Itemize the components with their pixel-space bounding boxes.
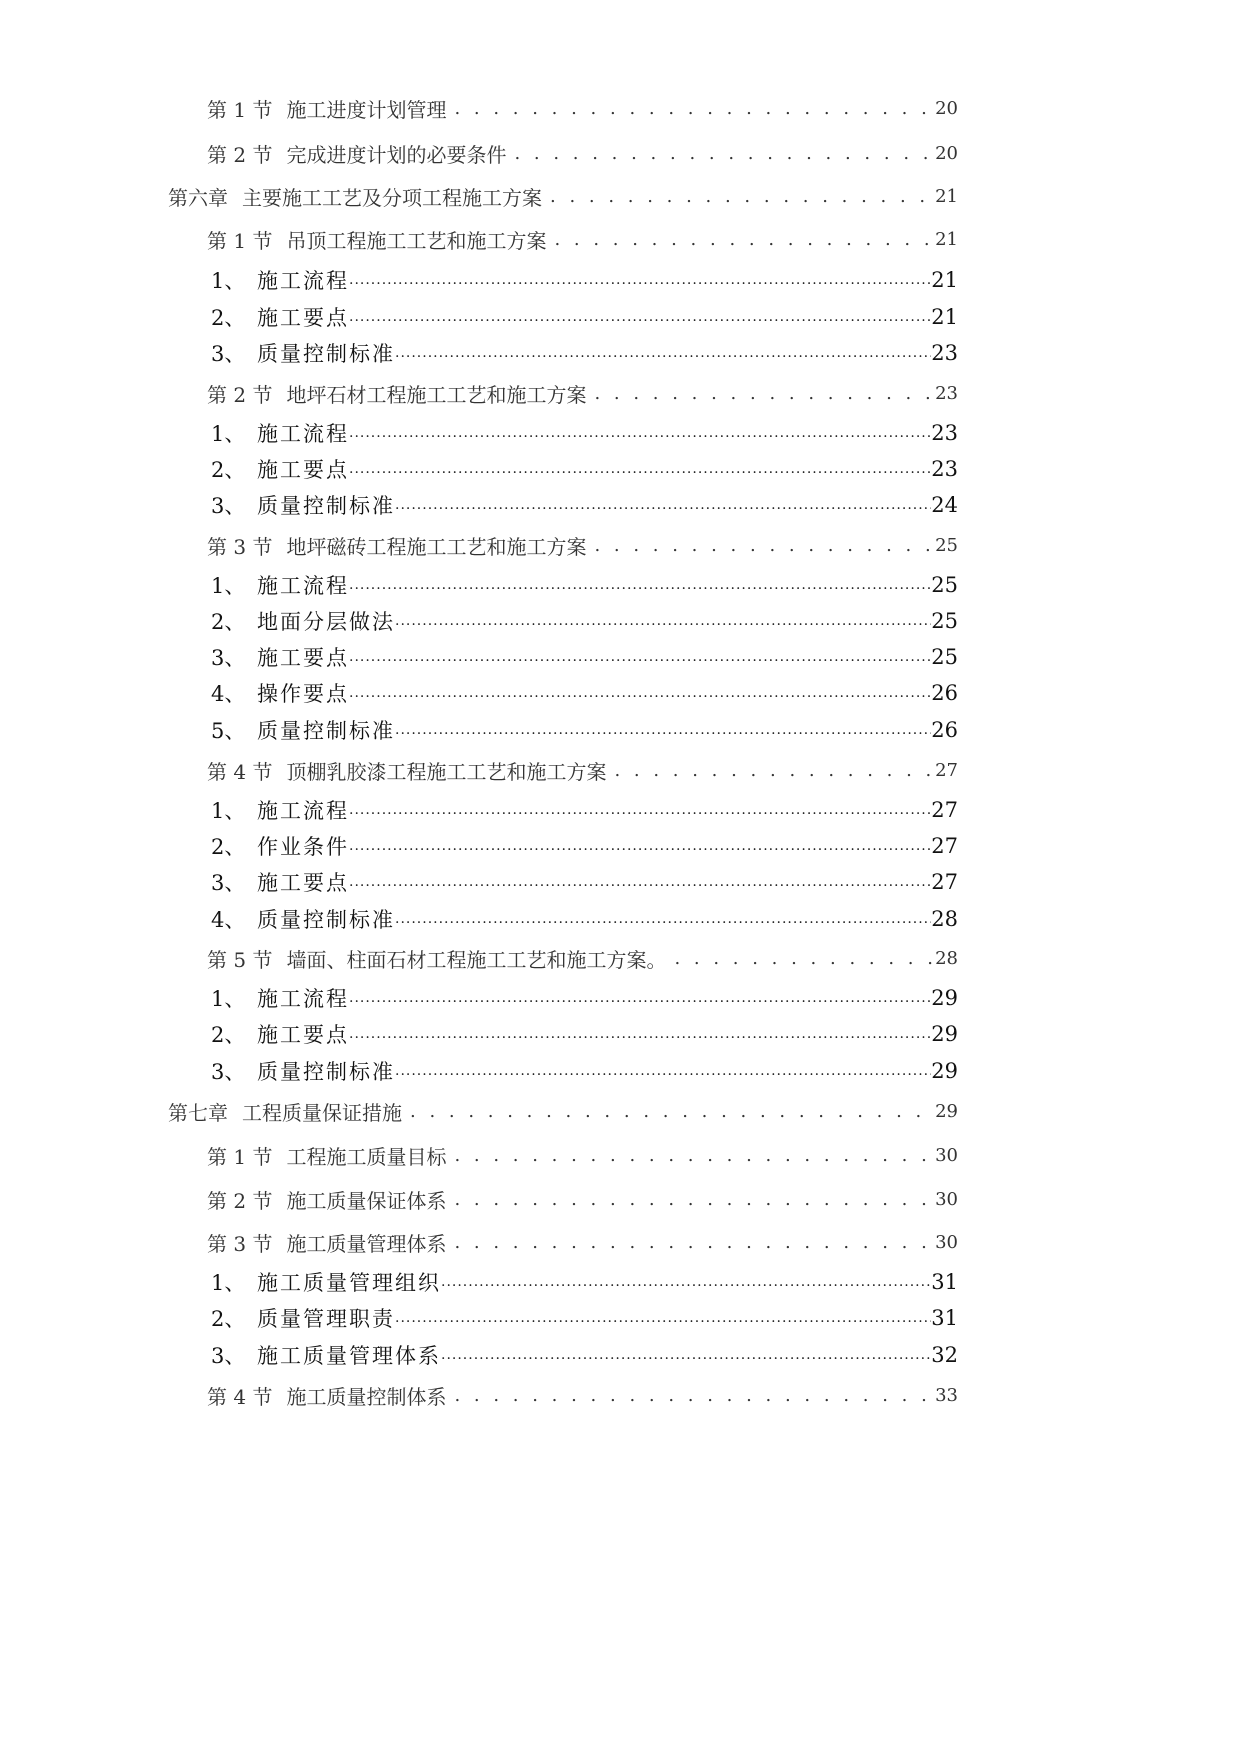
toc-subitem[interactable] <box>211 1300 958 1336</box>
toc-entry-heading <box>207 756 606 785</box>
toc-dot-leader <box>441 1274 931 1290</box>
toc-section[interactable] <box>207 1224 958 1260</box>
toc-section-number: 第 4 节 <box>207 1384 273 1409</box>
toc-section[interactable] <box>207 1181 958 1217</box>
toc-section[interactable] <box>207 940 958 976</box>
toc-page-number: 27 <box>931 870 958 894</box>
toc-dot-leader <box>446 1385 935 1406</box>
toc-entry-heading <box>211 904 395 934</box>
toc-chapter-title: 主要施工工艺及分项工程施工方案 <box>242 185 542 210</box>
toc-item-title: 施工流程 <box>257 422 349 446</box>
toc-page-number: 23 <box>931 341 958 365</box>
toc-item-title: 地面分层做法 <box>257 610 395 634</box>
toc-dot-leader <box>402 1101 935 1122</box>
toc-subitem[interactable] <box>211 1264 958 1300</box>
toc-item-index: 5、 <box>211 719 246 743</box>
toc-page-number: 26 <box>931 681 958 705</box>
toc-section-title: 地坪磁砖工程施工工艺和施工方案 <box>286 534 587 559</box>
toc-chapter-number: 第七章 <box>168 1100 228 1125</box>
toc-page-number: 20 <box>935 142 958 164</box>
toc-section-title: 地坪石材工程施工工艺和施工方案 <box>286 382 587 407</box>
toc-item-title: 施工要点 <box>257 1023 349 1047</box>
toc-page-number: 23 <box>931 457 958 481</box>
toc-entry-heading <box>207 1141 446 1170</box>
toc-subitem[interactable] <box>211 980 958 1016</box>
toc-page-number: 29 <box>931 986 958 1010</box>
toc-item-title: 施工要点 <box>257 306 349 330</box>
toc-subitem[interactable] <box>211 487 958 523</box>
toc-page-number: 31 <box>931 1306 958 1330</box>
toc-dot-leader <box>349 874 931 890</box>
toc-page-number: 27 <box>931 798 958 822</box>
toc-page-number: 25 <box>935 534 958 556</box>
toc-page-number: 21 <box>931 305 958 329</box>
toc-dot-leader <box>441 1347 931 1363</box>
toc-dot-leader <box>349 990 931 1006</box>
toc-section-number: 第 1 节 <box>207 228 273 253</box>
toc-item-title: 操作要点 <box>257 682 349 706</box>
toc-page-number: 29 <box>935 1100 958 1122</box>
toc-entry-heading <box>211 678 349 708</box>
toc-subitem[interactable] <box>211 1016 958 1052</box>
toc-chapter[interactable] <box>168 178 958 214</box>
toc-item-index: 1、 <box>211 987 246 1011</box>
toc-entry-heading <box>207 225 546 254</box>
toc-section-number: 第 2 节 <box>207 382 273 407</box>
toc-item-index: 2、 <box>211 610 246 634</box>
toc-dot-leader <box>395 497 931 513</box>
toc-entry-heading <box>211 454 349 484</box>
toc-item-index: 2、 <box>211 306 246 330</box>
toc-chapter-title: 工程质量保证措施 <box>242 1100 402 1125</box>
toc-entry-heading <box>211 642 349 672</box>
toc-item-title: 施工要点 <box>257 871 349 895</box>
toc-item-index: 3、 <box>211 646 246 670</box>
toc-entry-heading <box>211 1267 441 1297</box>
toc-entry-heading <box>211 795 349 825</box>
toc-subitem[interactable] <box>211 262 958 298</box>
toc-entry-heading <box>211 1303 395 1333</box>
toc-dot-leader <box>546 229 935 250</box>
toc-subitem[interactable] <box>211 675 958 711</box>
toc-subitem[interactable] <box>211 864 958 900</box>
toc-page-number: 28 <box>935 947 958 969</box>
toc-subitem[interactable] <box>211 299 958 335</box>
toc-subitem[interactable] <box>211 828 958 864</box>
toc-page-number: 20 <box>935 97 958 119</box>
toc-dot-leader <box>349 309 931 325</box>
toc-section[interactable] <box>207 752 958 788</box>
toc-section[interactable] <box>207 90 958 126</box>
toc-item-index: 2、 <box>211 1307 246 1331</box>
toc-dot-leader <box>349 577 931 593</box>
toc-item-title: 施工质量管理组织 <box>257 1271 441 1295</box>
toc-section-title: 顶棚乳胶漆工程施工工艺和施工方案 <box>286 759 607 784</box>
toc-dot-leader <box>542 186 935 207</box>
toc-page-number: 30 <box>935 1231 958 1253</box>
toc-dot-leader <box>349 838 931 854</box>
toc-section[interactable] <box>207 527 958 563</box>
toc-section[interactable] <box>207 1137 958 1173</box>
toc-entry-heading <box>207 94 446 123</box>
toc-dot-leader <box>666 948 935 969</box>
toc-section-number: 第 1 节 <box>207 1144 273 1169</box>
toc-item-index: 3、 <box>211 871 246 895</box>
toc-dot-leader <box>349 649 931 665</box>
toc-entry-heading <box>168 1097 402 1126</box>
toc-item-index: 1、 <box>211 574 246 598</box>
toc-dot-leader <box>395 1310 931 1326</box>
toc-section[interactable] <box>207 1377 958 1413</box>
toc-entry-heading <box>211 265 349 295</box>
toc-item-index: 1、 <box>211 1271 246 1295</box>
toc-entry-heading <box>211 715 395 745</box>
toc-item-index: 2、 <box>211 458 246 482</box>
toc-entry-heading <box>207 1381 446 1410</box>
toc-dot-leader <box>446 1189 935 1210</box>
toc-item-title: 质量控制标准 <box>257 719 395 743</box>
toc-item-title: 施工要点 <box>257 646 349 670</box>
toc-subitem[interactable] <box>211 603 958 639</box>
toc-subitem[interactable] <box>211 1053 958 1089</box>
toc-entry-heading <box>211 983 349 1013</box>
toc-dot-leader <box>395 613 931 629</box>
toc-subitem[interactable] <box>211 792 958 828</box>
toc-page-number: 23 <box>935 382 958 404</box>
toc-section-number: 第 5 节 <box>207 947 273 972</box>
toc-page-number: 29 <box>931 1059 958 1083</box>
toc-item-index: 2、 <box>211 1023 246 1047</box>
toc-item-index: 1、 <box>211 422 246 446</box>
toc-section-title: 工程施工质量目标 <box>286 1144 447 1169</box>
toc-section-title: 完成进度计划的必要条件 <box>286 142 507 167</box>
toc-page-number: 25 <box>931 645 958 669</box>
toc-item-title: 质量控制标准 <box>257 908 395 932</box>
toc-page-number: 30 <box>935 1188 958 1210</box>
toc-entry-heading <box>207 1228 446 1257</box>
toc-subitem[interactable] <box>211 639 958 675</box>
toc-page-number: 21 <box>931 268 958 292</box>
toc-page-number: 21 <box>935 228 958 250</box>
toc-page-number: 26 <box>931 718 958 742</box>
toc-item-title: 施工流程 <box>257 269 349 293</box>
toc-entry-heading <box>207 379 586 408</box>
toc-entry-heading <box>211 338 395 368</box>
toc-page-number: 27 <box>935 759 958 781</box>
toc-subitem[interactable] <box>211 451 958 487</box>
toc-dot-leader <box>586 383 935 404</box>
toc-dot-leader <box>446 1145 935 1166</box>
toc-entry-heading <box>207 139 506 168</box>
toc-section[interactable] <box>207 375 958 411</box>
toc-page-number: 27 <box>931 834 958 858</box>
toc-entry-heading <box>211 418 349 448</box>
toc-page-number: 23 <box>931 421 958 445</box>
toc-page-number: 29 <box>931 1022 958 1046</box>
toc-dot-leader <box>395 911 931 927</box>
toc-item-title: 施工流程 <box>257 799 349 823</box>
toc-item-index: 1、 <box>211 799 246 823</box>
toc-item-title: 施工质量管理体系 <box>257 1344 441 1368</box>
toc-section-title: 施工质量管理体系 <box>286 1231 447 1256</box>
toc-chapter-number: 第六章 <box>168 185 228 210</box>
toc-page-number: 32 <box>931 1343 958 1367</box>
toc-section-number: 第 1 节 <box>207 97 273 122</box>
toc-page-number: 24 <box>931 493 958 517</box>
toc-dot-leader <box>395 722 931 738</box>
toc-page-number: 31 <box>931 1270 958 1294</box>
toc-item-title: 质量控制标准 <box>257 1060 395 1084</box>
toc-entry-heading <box>207 531 586 560</box>
toc-dot-leader <box>349 802 931 818</box>
toc-entry-heading <box>211 831 349 861</box>
toc-subitem[interactable] <box>211 335 958 371</box>
toc-page-number: 25 <box>931 609 958 633</box>
toc-item-index: 3、 <box>211 1344 246 1368</box>
toc-dot-leader <box>395 1063 931 1079</box>
toc-dot-leader <box>349 425 931 441</box>
toc-item-index: 1、 <box>211 269 246 293</box>
toc-entry-heading <box>207 944 666 973</box>
toc-section-number: 第 4 节 <box>207 759 273 784</box>
toc-entry-heading <box>168 182 542 211</box>
toc-entry-heading <box>211 570 349 600</box>
toc-item-index: 2、 <box>211 835 246 859</box>
toc-entry-heading <box>211 1019 349 1049</box>
toc-entry-heading <box>211 867 349 897</box>
toc-dot-leader <box>606 760 935 781</box>
toc-item-title: 作业条件 <box>257 835 349 859</box>
toc-dot-leader <box>349 1026 931 1042</box>
toc-dot-leader <box>349 685 931 701</box>
toc-page-number: 30 <box>935 1144 958 1166</box>
toc-item-title: 质量控制标准 <box>257 342 395 366</box>
toc-item-index: 3、 <box>211 342 246 366</box>
toc-section[interactable] <box>207 221 958 257</box>
toc-section-title: 施工质量控制体系 <box>286 1384 447 1409</box>
toc-section-number: 第 3 节 <box>207 534 273 559</box>
toc-dot-leader <box>395 345 931 361</box>
toc-item-index: 3、 <box>211 1060 246 1084</box>
toc-section[interactable] <box>207 135 958 171</box>
toc-dot-leader <box>446 98 935 119</box>
toc-section-title: 吊顶工程施工工艺和施工方案 <box>286 228 547 253</box>
toc-entry-heading <box>211 606 395 636</box>
toc-section-number: 第 3 节 <box>207 1231 273 1256</box>
toc-dot-leader <box>506 143 935 164</box>
toc-entry-heading <box>211 1056 395 1086</box>
toc-subitem[interactable] <box>211 901 958 937</box>
toc-item-index: 4、 <box>211 908 246 932</box>
toc-dot-leader <box>349 272 931 288</box>
toc-item-title: 施工流程 <box>257 574 349 598</box>
toc-section-number: 第 2 节 <box>207 142 273 167</box>
toc-item-title: 施工流程 <box>257 987 349 1011</box>
toc-page-number: 33 <box>935 1384 958 1406</box>
toc-entry-heading <box>207 1185 446 1214</box>
toc-page-number: 21 <box>935 185 958 207</box>
toc-section-number: 第 2 节 <box>207 1188 273 1213</box>
toc-dot-leader <box>349 461 931 477</box>
toc-entry-heading <box>211 302 349 332</box>
toc-section-title: 墙面、柱面石材工程施工工艺和施工方案。 <box>286 947 667 972</box>
toc-subitem[interactable] <box>211 567 958 603</box>
toc-chapter[interactable] <box>168 1093 958 1129</box>
toc-subitem[interactable] <box>211 415 958 451</box>
toc-entry-heading <box>211 490 395 520</box>
toc-section-title: 施工进度计划管理 <box>286 97 447 122</box>
toc-dot-leader <box>446 1232 935 1253</box>
toc-section-title: 施工质量保证体系 <box>286 1188 447 1213</box>
toc-item-title: 施工要点 <box>257 458 349 482</box>
toc-entry-heading <box>211 1340 441 1370</box>
toc-item-index: 4、 <box>211 682 246 706</box>
toc-item-index: 3、 <box>211 494 246 518</box>
toc-page-number: 25 <box>931 573 958 597</box>
toc-subitem[interactable] <box>211 712 958 748</box>
toc-item-title: 质量控制标准 <box>257 494 395 518</box>
toc-page-number: 28 <box>931 907 958 931</box>
toc-item-title: 质量管理职责 <box>257 1307 395 1331</box>
toc-subitem[interactable] <box>211 1337 958 1373</box>
toc-dot-leader <box>586 535 935 556</box>
